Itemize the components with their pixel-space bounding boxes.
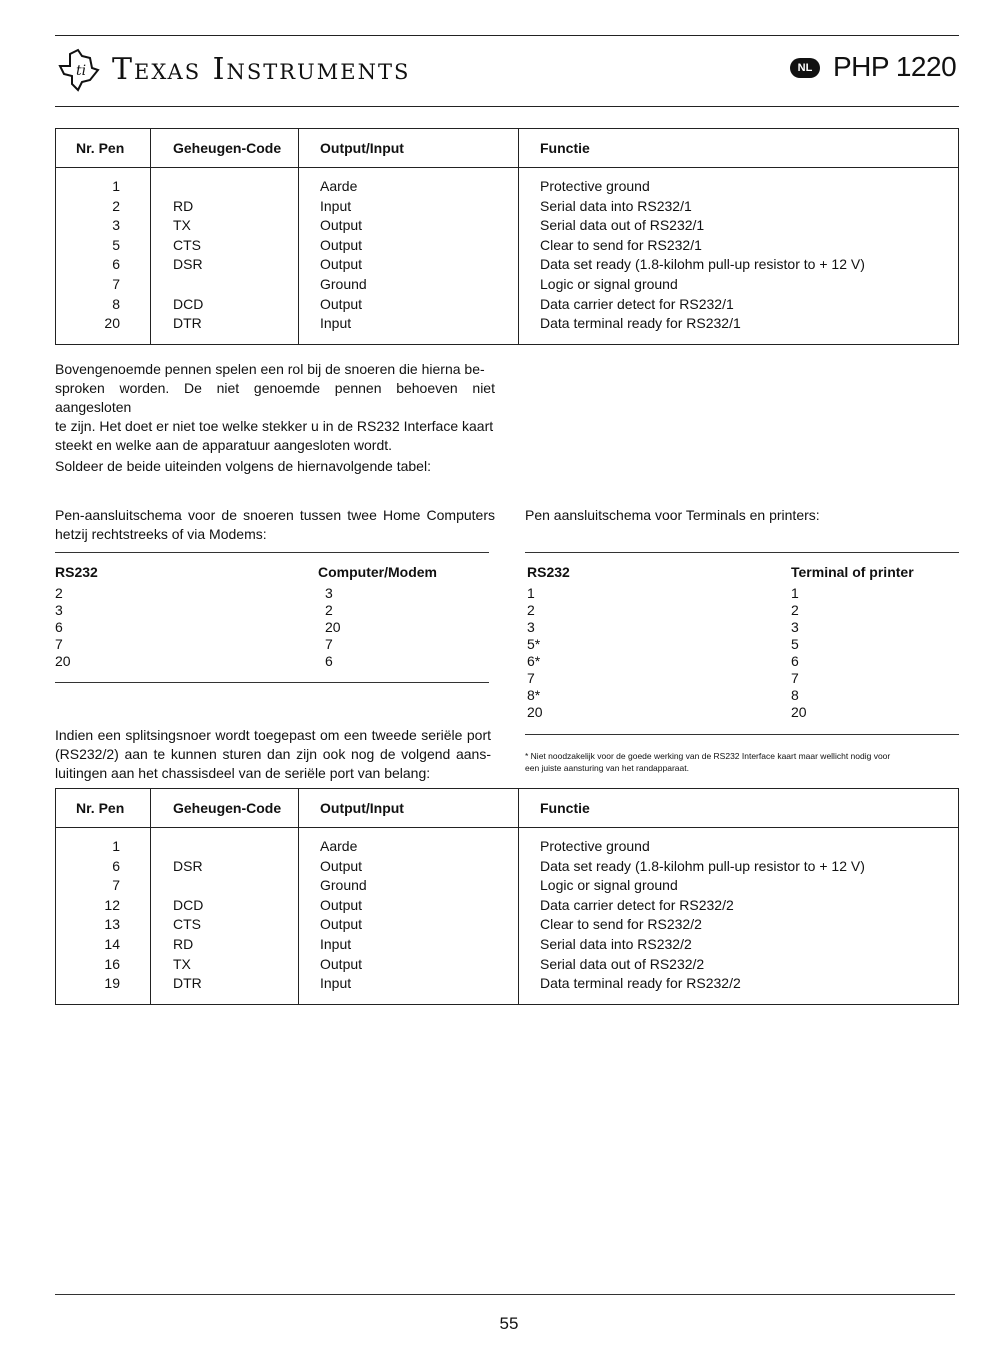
table-row <box>56 295 958 315</box>
function: Clear to send for RS232/2 <box>540 916 702 933</box>
target-pin: 20 <box>791 704 807 720</box>
rs232-pin: 1 <box>527 585 535 601</box>
paragraph-line: (RS232/2) aan te kunnen sturen dan zijn ook nog de volgend aans- <box>55 746 491 762</box>
memory-code: RD <box>173 935 194 952</box>
function: Serial data into RS232/2 <box>540 935 692 952</box>
pin-number: 6 <box>112 256 120 273</box>
table-header <box>56 789 958 828</box>
table-body <box>56 828 958 994</box>
rs232-pin: 2 <box>55 585 63 601</box>
paragraph-line: Bovengenoemde pennen spelen een rol bij de snoeren die hierna be- <box>55 361 485 377</box>
table-row <box>56 974 958 994</box>
header-functie: Functie <box>540 140 590 156</box>
header-geheugen-code: Geheugen-Code <box>173 140 282 156</box>
target-pin: 1 <box>791 585 799 601</box>
header-nr-pen: Nr. Pen <box>76 140 125 156</box>
pin-number: 16 <box>104 955 120 972</box>
target-pin: 2 <box>791 602 799 618</box>
direction: Output <box>320 236 363 253</box>
paragraph-line: te zijn. Het doet er niet toe welke stekker u in de RS232 Interface kaart <box>55 418 494 434</box>
terminals-caption: Pen aansluitschema voor Terminals en printers: <box>525 507 820 523</box>
target-pin: 6 <box>325 653 333 669</box>
footnote-line: een juiste aansturing van het randapparaat. <box>525 763 689 773</box>
rs232-pin: 8* <box>527 687 541 703</box>
memory-code: DTR <box>173 315 202 332</box>
memory-code: DSR <box>173 857 203 874</box>
paragraph-line: steekt en welke aan de apparatuur aangesloten wordt. <box>55 437 393 453</box>
direction: Output <box>320 295 363 312</box>
footnote-line: * Niet noodzakelijk voor de goede werking van de RS232 Interface kaart maar wellicht nodig voor <box>525 751 891 761</box>
page-number: 55 <box>499 1314 519 1333</box>
table-row <box>56 197 958 217</box>
header-nr-pen: Nr. Pen <box>76 800 125 816</box>
direction: Input <box>320 197 352 214</box>
rs232-pin: 7 <box>55 636 63 652</box>
language-badge: NL <box>790 58 820 78</box>
pin-number: 7 <box>112 275 120 292</box>
table-row <box>56 915 958 935</box>
intro-paragraph <box>55 360 495 476</box>
table-row <box>56 216 958 236</box>
direction: Ground <box>320 877 367 894</box>
col-rs232: RS232 <box>527 564 570 580</box>
direction: Output <box>320 916 363 933</box>
col-rs232: RS232 <box>55 564 98 580</box>
memory-code: RD <box>173 197 194 214</box>
pin-table-rs232-2 <box>55 788 959 1005</box>
caption-line: hetzij rechtstreeks of via Modems: <box>55 526 267 542</box>
pin-number: 19 <box>104 975 120 992</box>
header-functie: Functie <box>540 800 590 816</box>
target-pin: 3 <box>325 585 333 601</box>
rs232-pin: 5* <box>527 636 541 652</box>
computers-top-rule <box>55 552 489 553</box>
splitter-paragraph <box>55 726 491 783</box>
function: Data set ready (1.8-kilohm pull-up resistor to + 12 V) <box>540 256 865 273</box>
header-output-input: Output/Input <box>320 800 404 816</box>
rs232-pin: 6* <box>527 653 541 669</box>
direction: Output <box>320 857 363 874</box>
paragraph-line: luitingen aan het chassisdeel van de seriële port van belang: <box>55 765 431 781</box>
terminals-top-rule <box>525 552 959 553</box>
svg-text:ti: ti <box>76 63 87 79</box>
table-header <box>56 129 958 168</box>
header-output-input: Output/Input <box>320 140 404 156</box>
caption-line: Pen-aansluitschema voor de snoeren tussen twee Home Computers <box>55 507 495 523</box>
texas-instruments-logo-icon <box>56 48 100 92</box>
paragraph-line: Indien een splitsingsnoer wordt toegepast om een tweede seriële port <box>55 727 491 743</box>
direction: Input <box>320 975 352 992</box>
rs232-pin: 20 <box>527 704 543 720</box>
memory-code: DTR <box>173 975 202 992</box>
header-rule <box>55 106 959 107</box>
table-body <box>56 168 958 334</box>
direction: Output <box>320 955 363 972</box>
table-row <box>56 255 958 275</box>
table-row <box>56 236 958 256</box>
target-pin: 5 <box>791 636 799 652</box>
col-computer-modem: Computer/Modem <box>318 564 437 580</box>
direction: Input <box>320 935 352 952</box>
function: Data carrier detect for RS232/2 <box>540 896 734 913</box>
computers-caption <box>55 506 495 544</box>
brand-name: Texas Instruments <box>112 52 411 87</box>
function: Serial data into RS232/1 <box>540 197 692 214</box>
direction: Aarde <box>320 178 358 194</box>
function: Data carrier detect for RS232/1 <box>540 295 734 312</box>
memory-code: DCD <box>173 295 204 312</box>
function: Serial data out of RS232/2 <box>540 955 705 972</box>
direction: Output <box>320 256 363 273</box>
solder-instruction: Soldeer de beide uiteinden volgens de hiernavolgende tabel: <box>55 458 431 474</box>
pin-number: 8 <box>112 295 120 312</box>
memory-code: TX <box>173 217 191 234</box>
function: Serial data out of RS232/1 <box>540 217 705 234</box>
computers-pin-table <box>55 564 489 676</box>
table-row <box>56 876 958 896</box>
direction: Ground <box>320 275 367 292</box>
memory-code: DCD <box>173 896 204 913</box>
function: Protective ground <box>540 178 650 194</box>
pin-number: 7 <box>112 877 120 894</box>
terminals-footnote <box>525 750 965 774</box>
memory-code: DSR <box>173 256 203 273</box>
function: Logic or signal ground <box>540 275 678 292</box>
model-name: PHP 1220 <box>833 51 957 82</box>
function: Data terminal ready for RS232/1 <box>540 315 741 332</box>
terminals-pin-table <box>527 564 961 724</box>
direction: Input <box>320 315 352 332</box>
target-pin: 7 <box>325 636 333 652</box>
pin-number: 12 <box>104 896 120 913</box>
rs232-pin: 3 <box>55 602 63 618</box>
table-row <box>56 314 958 334</box>
target-pin: 7 <box>791 670 799 686</box>
target-pin: 20 <box>325 619 341 635</box>
table-row <box>56 275 958 295</box>
table-row <box>56 857 958 877</box>
rs232-pin: 7 <box>527 670 535 686</box>
terminals-bottom-rule <box>525 734 959 735</box>
computers-bottom-rule <box>55 682 489 683</box>
pin-number: 1 <box>112 838 120 854</box>
target-pin: 6 <box>791 653 799 669</box>
rs232-pin: 6 <box>55 619 63 635</box>
footer-rule <box>55 1294 955 1295</box>
rs232-pin: 2 <box>527 602 535 618</box>
direction: Output <box>320 217 363 234</box>
target-pin: 8 <box>791 687 799 703</box>
function: Logic or signal ground <box>540 877 678 894</box>
pin-table-rs232-1 <box>55 128 959 345</box>
pin-number: 14 <box>104 935 120 952</box>
pin-number: 2 <box>112 197 120 214</box>
direction: Output <box>320 896 363 913</box>
memory-code: CTS <box>173 236 201 253</box>
rs232-pin: 3 <box>527 619 535 635</box>
function: Data terminal ready for RS232/2 <box>540 975 741 992</box>
pin-number: 3 <box>112 217 120 234</box>
table-row <box>56 177 958 197</box>
header-geheugen-code: Geheugen-Code <box>173 800 282 816</box>
pin-number: 1 <box>112 178 120 194</box>
target-pin: 2 <box>325 602 333 618</box>
table-row <box>56 896 958 916</box>
pin-number: 20 <box>104 315 120 332</box>
function: Clear to send for RS232/1 <box>540 236 702 253</box>
function: Data set ready (1.8-kilohm pull-up resistor to + 12 V) <box>540 857 865 874</box>
pin-number: 6 <box>112 857 120 874</box>
memory-code: CTS <box>173 916 201 933</box>
memory-code: TX <box>173 955 191 972</box>
table-row <box>56 955 958 975</box>
pin-number: 13 <box>104 916 120 933</box>
target-pin: 3 <box>791 619 799 635</box>
function: Protective ground <box>540 838 650 854</box>
rs232-pin: 20 <box>55 653 71 669</box>
direction: Aarde <box>320 838 358 854</box>
paragraph-line: sproken worden. De niet genoemde pennen behoeven niet aangesloten <box>55 380 495 415</box>
table-row <box>56 935 958 955</box>
table-row <box>56 837 958 857</box>
col-terminal-printer: Terminal of printer <box>791 564 914 580</box>
top-rule <box>55 35 959 36</box>
pin-number: 5 <box>112 236 120 253</box>
